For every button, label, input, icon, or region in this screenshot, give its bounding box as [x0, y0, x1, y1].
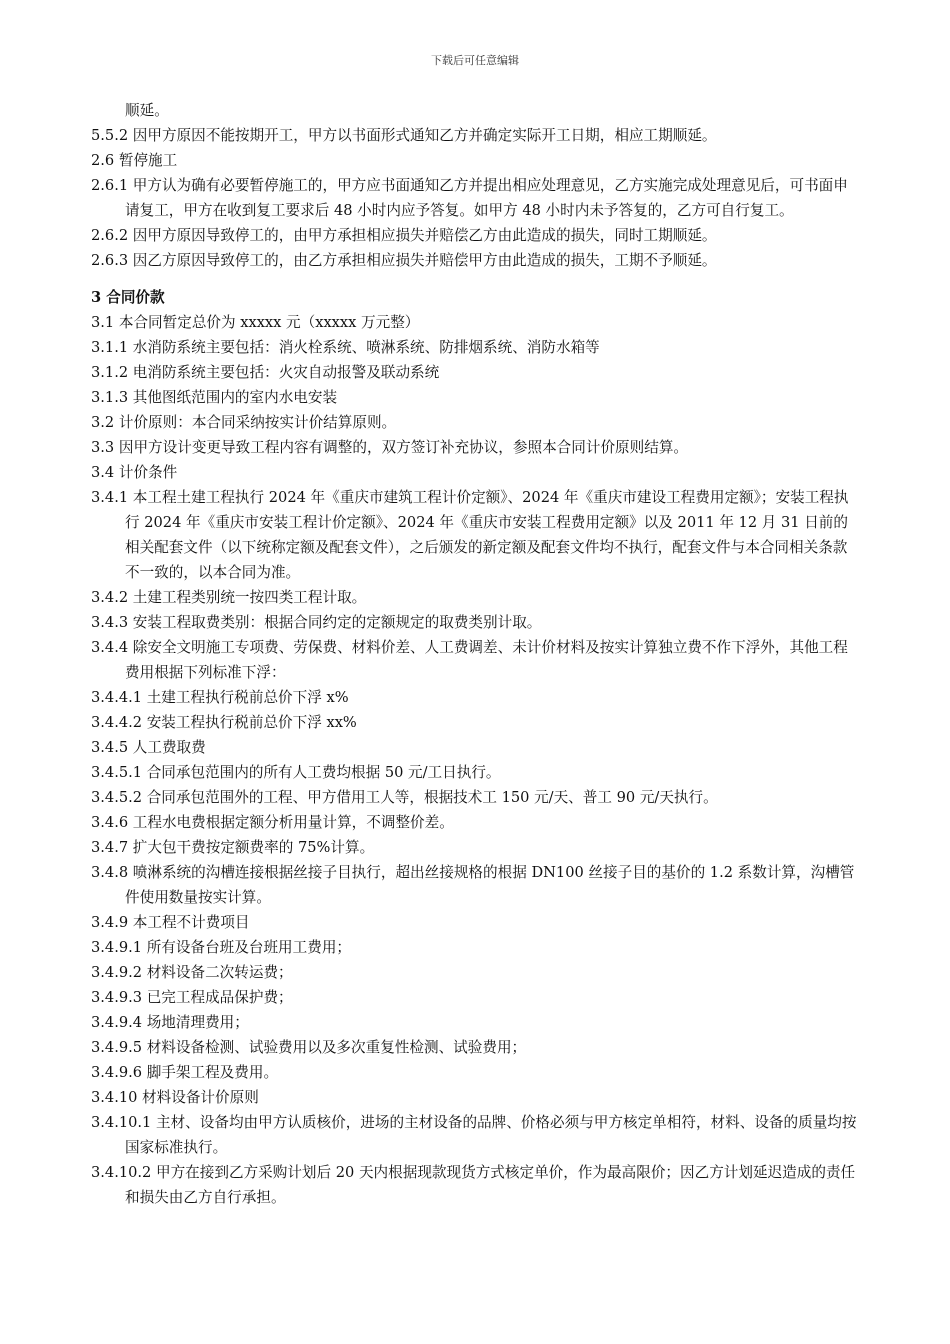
paragraph: 3.1.1 水消防系统主要包括：消火栓系统、喷淋系统、防排烟系统、消防水箱等	[91, 339, 600, 356]
paragraph: 3.4.7 扩大包干费按定额费率的 75%计算。	[91, 839, 375, 856]
page-header: 下载后可任意编辑	[431, 54, 519, 67]
section-heading: 3.4.5 人工费取费	[91, 739, 206, 756]
paragraph: 3.4.10.2 甲方在接到乙方采购计划后 20 天内根据现款现货方式核定单价，作为最高限价；因乙方计划延迟造成的责任和损失由乙方自行承担。	[91, 1164, 856, 1206]
paragraph: 3.4.4 除安全文明施工专项费、劳保费、材料价差、人工费调差、未计价材料及按实计算独立费不作下浮外，其他工程费用根据下列标准下浮：	[91, 639, 848, 681]
paragraph: 3.4.1 本工程土建工程执行 2024 年《重庆市建筑工程计价定额》、2024 年《重庆市建设工程费用定额》；安装工程执行 2024 年《重庆市安装工程计价定额》、2024 年《重庆市安装工程费用定额》以及 2011 年 12 月 31 日前的相关配套文件（以下统称定额及配套文件），之后颁发的新定额及配套文件均不执行，配套文件与本合同相关条款不一致的，以本合同为准。	[91, 489, 849, 581]
paragraph: 2.6.1 甲方认为确有必要暂停施工的，甲方应书面通知乙方并提出相应处理意见，乙方实施完成处理意见后，可书面申请复工，甲方在收到复工要求后 48 小时内应予答复。如甲方 48 小时内未予答复的，乙方可自行复工。	[91, 177, 848, 219]
section-heading: 2.6 暂停施工	[91, 152, 178, 169]
paragraph: 2.6.3 因乙方原因导致停工的，由乙方承担相应损失并赔偿甲方由此造成的损失，工期不予顺延。	[91, 252, 717, 269]
paragraph: 3.4.4.2 安装工程执行税前总价下浮 xx%	[91, 714, 357, 731]
section-heading: 3.4.9 本工程不计费项目	[91, 914, 250, 931]
paragraph: 3.4.9.5 材料设备检测、试验费用以及多次重复性检测、试验费用；	[91, 1039, 527, 1056]
paragraph: 3.4.9.4 场地清理费用；	[91, 1014, 249, 1031]
paragraph: 3.4.5.2 合同承包范围外的工程、甲方借用工人等，根据技术工 150 元/天、普工 90 元/天执行。	[91, 789, 718, 806]
paragraph: 3.4.9.2 材料设备二次转运费；	[91, 964, 293, 981]
paragraph: 3.4.3 安装工程取费类别：根据合同约定的定额规定的取费类别计取。	[91, 614, 542, 631]
paragraph: 3.1.2 电消防系统主要包括：火灾自动报警及联动系统	[91, 364, 440, 381]
paragraph: 3.1.3 其他图纸范围内的室内水电安装	[91, 389, 338, 406]
paragraph: 顺延。	[125, 102, 169, 119]
paragraph: 2.6.2 因甲方原因导致停工的，由甲方承担相应损失并赔偿乙方由此造成的损失，同时工期顺延。	[91, 227, 717, 244]
paragraph: 3.4.4.1 土建工程执行税前总价下浮 x%	[91, 689, 349, 706]
paragraph: 3.4.6 工程水电费根据定额分析用量计算，不调整价差。	[91, 814, 454, 831]
spacer	[91, 273, 861, 285]
paragraph: 3.4.8 喷淋系统的沟槽连接根据丝接子目执行，超出丝接规格的根据 DN100 丝接子目的基价的 1.2 系数计算，沟槽管件使用数量按实计算。	[91, 864, 855, 906]
paragraph: 5.5.2 因甲方原因不能按期开工，甲方以书面形式通知乙方并确定实际开工日期，相应工期顺延。	[91, 127, 717, 144]
section-heading: 3.4 计价条件	[91, 464, 178, 481]
paragraph: 3.2 计价原则：本合同采纳按实计价结算原则。	[91, 414, 397, 431]
paragraph: 3.3 因甲方设计变更导致工程内容有调整的，双方签订补充协议，参照本合同计价原则结算。	[91, 439, 689, 456]
document-body	[91, 98, 861, 1210]
paragraph: 3.4.9.3 已完工程成品保护费；	[91, 989, 293, 1006]
paragraph: 3.4.10.1 主材、设备均由甲方认质核价，进场的主材设备的品牌、价格必须与甲方核定单相符，材料、设备的质量均按国家标准执行。	[91, 1114, 857, 1156]
paragraph: 3.4.2 土建工程类别统一按四类工程计取。	[91, 589, 367, 606]
paragraph: 3.4.5.1 合同承包范围内的所有人工费均根据 50 元/工日执行。	[91, 764, 501, 781]
section-heading: 3.4.10 材料设备计价原则	[91, 1089, 259, 1106]
paragraph: 3.4.9.6 脚手架工程及费用。	[91, 1064, 279, 1081]
paragraph: 3.1 本合同暂定总价为 xxxxx 元（xxxxx 万元整）	[91, 314, 420, 331]
chapter-heading: 3 合同价款	[91, 289, 165, 306]
paragraph: 3.4.9.1 所有设备台班及台班用工费用；	[91, 939, 352, 956]
